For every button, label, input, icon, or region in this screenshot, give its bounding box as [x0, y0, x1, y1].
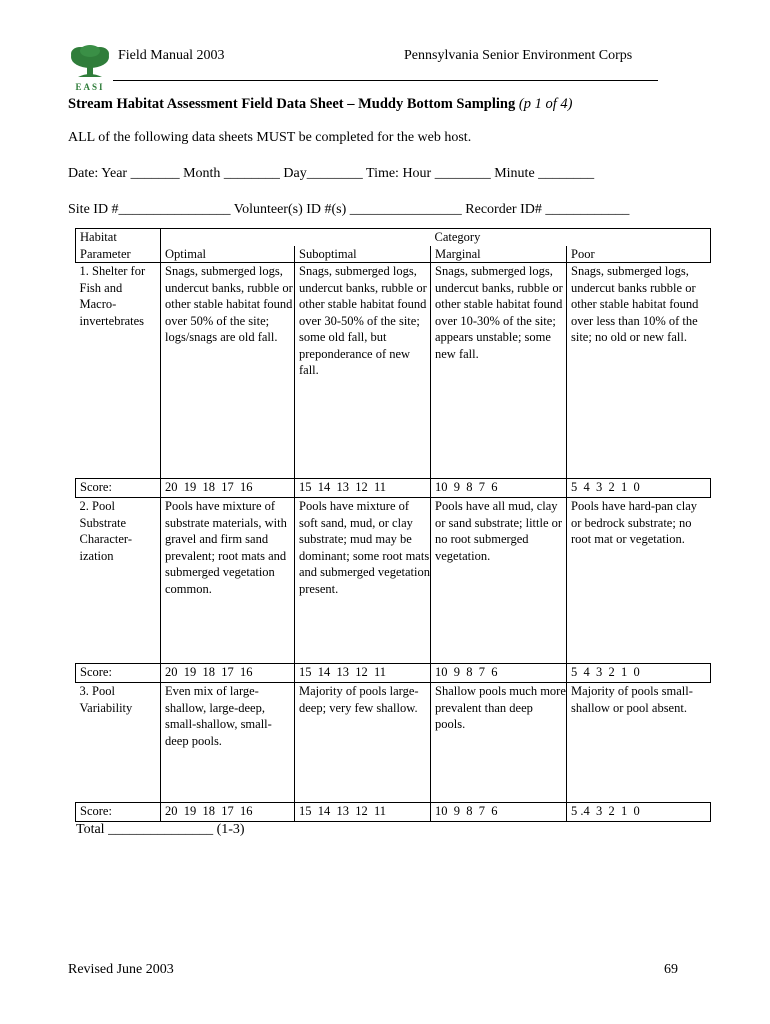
param-row: [76, 263, 711, 479]
param-row: [76, 683, 711, 803]
title-page: (p 1 of 4): [518, 96, 573, 112]
optimal-desc: Snags, submerged logs, undercut banks, rubble or other stable habitat found over 50% of the site; logs/snags are old fall.: [161, 263, 295, 479]
suboptimal-desc: Pools have mixture of soft sand, mud, or clay substrate; mud may be dominant; some root mats and submerged vegetation present.: [295, 498, 431, 664]
instruction-text: ALL of the following data sheets MUST be completed for the web host.: [68, 130, 472, 145]
header-row-2: [76, 246, 711, 263]
marginal-scores[interactable]: 10 9 8 7 6: [431, 803, 567, 822]
param-name: 3. Pool Variability: [79, 684, 133, 715]
marginal-desc: Shallow pools much more prevalent than deep pools.: [431, 683, 567, 803]
poor-scores[interactable]: 5 .4 3 2 1 0: [567, 803, 711, 822]
score-row: [76, 664, 711, 683]
id-line: Site ID #________________ Volunteer(s) ID #(s) ________________ Recorder ID# ____________: [68, 202, 630, 217]
marginal-scores[interactable]: 10 9 8 7 6: [431, 479, 567, 498]
tree-icon: [68, 44, 112, 80]
marginal-desc: Pools have all mud, clay or sand substrate; little or no root submerged vegetation.: [431, 498, 567, 664]
category-spacer: [161, 229, 295, 246]
marginal-scores[interactable]: 10 9 8 7 6: [431, 664, 567, 683]
optimal-desc: Pools have mixture of substrate materials, with gravel and firm sand prevalent; root mats and submerged vegetation common.: [161, 498, 295, 664]
category-header: Category: [431, 229, 567, 246]
optimal-scores[interactable]: 20 19 18 17 16: [161, 803, 295, 822]
score-row: [76, 803, 711, 822]
poor-desc: Pools have hard-pan clay or bedrock substrate; no root mat or vegetation.: [567, 498, 711, 664]
score-label: Score:: [76, 803, 161, 822]
suboptimal-scores[interactable]: 15 14 13 12 11: [295, 479, 431, 498]
page-title: [68, 96, 572, 113]
header-right: Pennsylvania Senior Environment Corps: [404, 48, 633, 63]
poor-desc: Snags, submerged logs, undercut banks rubble or other stable habitat found over less than 10% of the site; no old or new fall.: [567, 263, 711, 479]
param-name: 2. Pool Substrate Character-ization: [79, 499, 132, 563]
suboptimal-desc: Snags, submerged logs, undercut banks, rubble or other stable habitat found over 30-50% of the site; some old fall, but preponderance of new fall.: [295, 263, 431, 479]
page-number: 69: [664, 962, 678, 977]
score-label: Score:: [76, 664, 161, 683]
optimal-scores[interactable]: 20 19 18 17 16: [161, 479, 295, 498]
header-left: Field Manual 2003: [118, 48, 225, 63]
habitat-assessment-table: [75, 228, 711, 822]
optimal-desc: Even mix of large-shallow, large-deep, small-shallow, small-deep pools.: [161, 683, 295, 803]
easi-logo: [68, 44, 112, 90]
suboptimal-desc: Majority of pools large-deep; very few shallow.: [295, 683, 431, 803]
param-name: 1. Shelter for Fish and Macro-invertebrates: [79, 264, 146, 328]
habitat-header: Habitat: [76, 229, 161, 246]
score-row: [76, 479, 711, 498]
logo-text: EASI: [75, 82, 105, 92]
suboptimal-header: Suboptimal: [295, 246, 431, 263]
poor-header: Poor: [567, 246, 711, 263]
suboptimal-scores[interactable]: 15 14 13 12 11: [295, 664, 431, 683]
footer-revised: Revised June 2003: [68, 962, 174, 977]
poor-scores[interactable]: 5 4 3 2 1 0: [567, 664, 711, 683]
header-row-1: [76, 229, 711, 246]
poor-scores[interactable]: 5 4 3 2 1 0: [567, 479, 711, 498]
marginal-desc: Snags, submerged logs, undercut banks, rubble or other stable habitat found over 10-30% of the site; appears unstable; some new fall.: [431, 263, 567, 479]
parameter-header: Parameter: [76, 246, 161, 263]
score-label: Score:: [76, 479, 161, 498]
poor-desc: Majority of pools small-shallow or pool absent.: [567, 683, 711, 803]
optimal-scores[interactable]: 20 19 18 17 16: [161, 664, 295, 683]
title-main: Stream Habitat Assessment Field Data Sheet – Muddy Bottom Sampling: [68, 96, 516, 112]
optimal-header: Optimal: [161, 246, 295, 263]
param-row: [76, 498, 711, 664]
total-line[interactable]: Total _______________ (1-3): [76, 822, 245, 837]
header-rule: [113, 80, 658, 81]
date-time-line: Date: Year _______ Month ________ Day________ Time: Hour ________ Minute ________: [68, 166, 595, 181]
marginal-header: Marginal: [431, 246, 567, 263]
suboptimal-scores[interactable]: 15 14 13 12 11: [295, 803, 431, 822]
